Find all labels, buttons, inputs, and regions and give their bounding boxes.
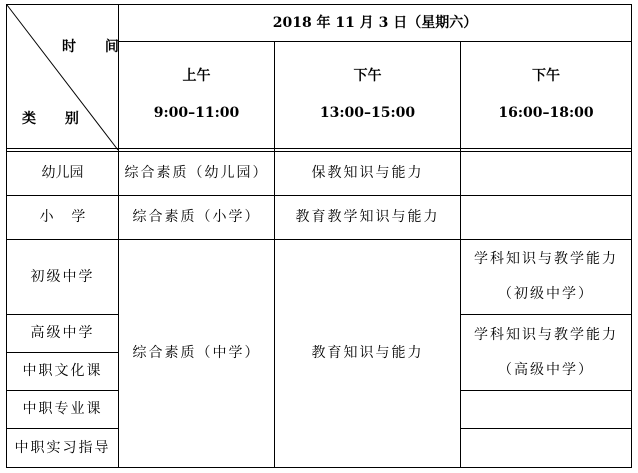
- category-junior-high: 初级中学: [30, 268, 95, 285]
- session-time: 9:00–11:00: [153, 105, 240, 121]
- kindergarten-morning-subject: 综合素质（幼儿园）: [124, 165, 269, 182]
- session-time: 16:00–18:00: [498, 105, 594, 121]
- primary-afternoon-subject: 教育教学知识与能力: [295, 209, 440, 226]
- kindergarten-afternoon-subject: 保教知识与能力: [311, 165, 424, 182]
- senior-afternoon2-subject: [461, 315, 631, 390]
- subject-grade: （初级中学）: [498, 286, 594, 302]
- subject-line: 学科知识与教学能力: [474, 326, 618, 343]
- session-header-morning: [119, 42, 274, 148]
- kindergarten-afternoon2-subject: [461, 152, 631, 195]
- exam-date: 2018 年 11 月 3 日（星期六）: [272, 14, 478, 31]
- corner-time-label: 时 间: [62, 39, 131, 55]
- session-period: 下午: [532, 68, 560, 85]
- corner-category-label: 类 别: [22, 111, 91, 127]
- category-kindergarten: 幼儿园: [41, 165, 84, 182]
- junior-afternoon2-subject: [461, 240, 631, 314]
- category-vocational-culture: 中职文化课: [22, 363, 103, 380]
- session-header-afternoon-2: [461, 42, 631, 148]
- secondary-afternoon-subject: 教育知识与能力: [311, 345, 424, 362]
- primary-morning-subject: 综合素质（小学）: [132, 209, 261, 226]
- primary-afternoon2-subject: [461, 196, 631, 239]
- subject-line: 学科知识与教学能力: [474, 251, 618, 268]
- category-senior-high: 高级中学: [30, 325, 95, 342]
- subject-grade: （高级中学）: [498, 361, 594, 378]
- session-time: 13:00–15:00: [319, 105, 416, 121]
- category-primary: 小 学: [39, 209, 86, 226]
- category-vocational-practice: 中职实习指导: [14, 439, 111, 456]
- session-period: 下午: [353, 68, 382, 85]
- secondary-morning-subject: 综合素质（中学）: [132, 345, 261, 362]
- session-period: 上午: [182, 68, 211, 85]
- category-vocational-specialty: 中职专业课: [22, 401, 103, 418]
- corner-diagonal: [7, 5, 118, 150]
- session-header-afternoon-1: [275, 42, 460, 148]
